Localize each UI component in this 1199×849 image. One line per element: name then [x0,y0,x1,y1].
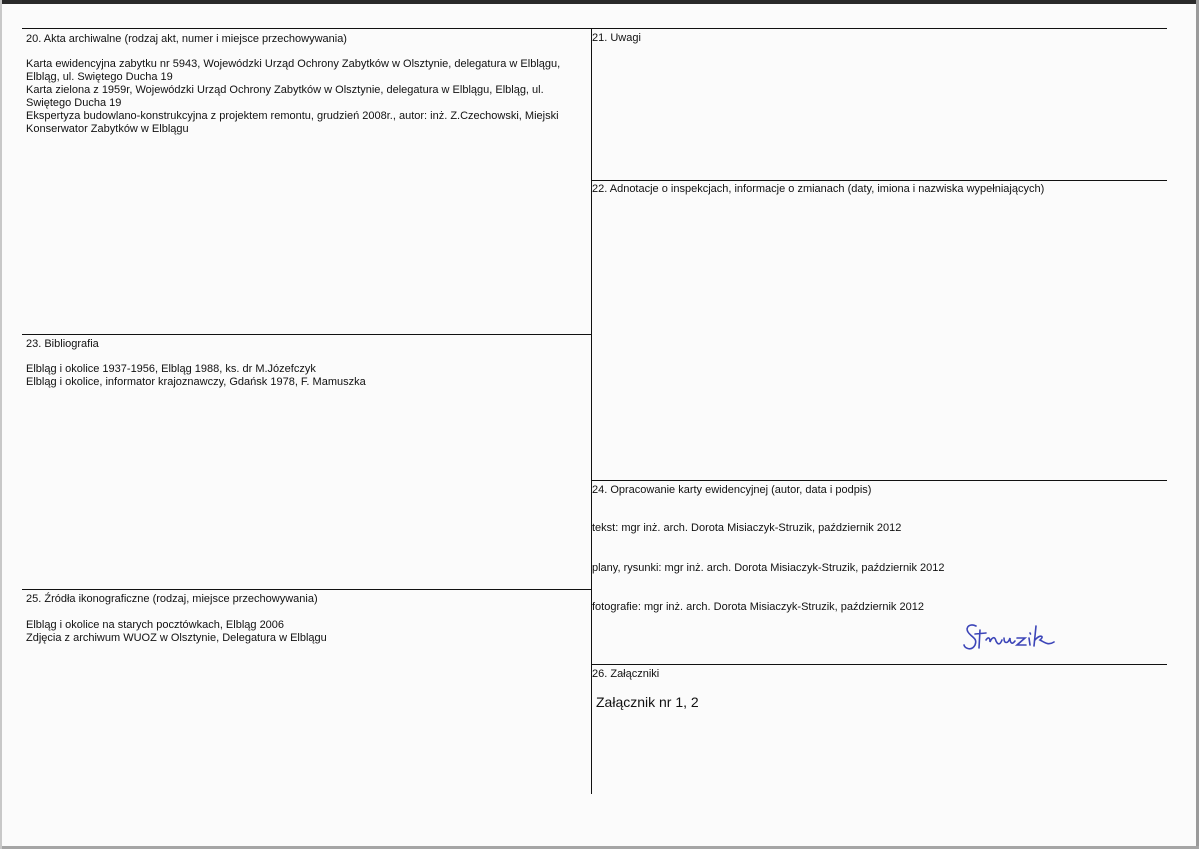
scan-edge-left [0,0,2,849]
section-25-body [26,619,327,645]
photos-author-line: fotografie: mgr inż. arch. Dorota Misiaczyk-Struzik, październik 2012 [592,601,924,613]
archive-line: Konserwator Zabytków w Elblągu [26,123,189,135]
text-author-line: tekst: mgr inż. arch. Dorota Misiaczyk-Struzik, październik 2012 [592,522,902,534]
archive-line: Swiętego Ducha 19 [26,97,122,109]
bibliography-line: Elbląg i okolice, informator krajoznawczy, Gdańsk 1978, F. Mamuszka [26,376,366,388]
section-21-title: 21. Uwagi [592,32,641,44]
divider-24-26 [591,664,1167,665]
bibliography-line: Elbląg i okolice 1937-1956, Elbląg 1988, ks. dr M.Józefczyk [26,363,316,375]
section-20-body [26,58,560,136]
section-26-title: 26. Załączniki [592,668,660,680]
iconography-line: Elbląg i okolice na starych pocztówkach, Elbląg 2006 [26,619,285,631]
section-20-title: 20. Akta archiwalne (rodzaj akt, numer i miejsce przechowywania) [26,33,347,45]
divider-top [22,28,1167,29]
scan-edge-top [0,0,1199,4]
divider-20-23 [22,334,591,335]
divider-23-25 [22,589,591,590]
attachments-value: Załącznik nr 1, 2 [596,694,699,710]
iconography-line: Zdjęcia z archiwum WUOZ w Olsztynie, Delegatura w Elblągu [26,632,327,644]
plans-author-line: plany, rysunki: mgr inż. arch. Dorota Misiaczyk-Struzik, październik 2012 [592,562,945,574]
section-24-title: 24. Opracowanie karty ewidencyjnej (autor, data i podpis) [592,484,872,496]
divider-21-22 [591,180,1167,181]
archive-line: Elbląg, ul. Swiętego Ducha 19 [26,71,173,83]
archive-line: Karta zielona z 1959r, Wojewódzki Urząd Ochrony Zabytków w Olsztynie, delegatura w Elblągu, Elbląg, ul. [26,84,544,96]
section-23-body [26,363,366,389]
handwritten-signature [962,618,1062,658]
section-22-title: 22. Adnotacje o inspekcjach, informacje o zmianach (daty, imiona i nazwiska wypełniających) [592,183,1045,195]
archive-line: Karta ewidencyjna zabytku nr 5943, Wojewódzki Urząd Ochrony Zabytków w Olsztynie, delegatura w Elblągu, [26,58,561,70]
archive-line: Ekspertyza budowlano-konstrukcyjna z projektem remontu, grudzień 2008r., autor: inż. Z.Czechowski, Miejski [26,110,559,122]
section-25-title: 25. Źródła ikonograficzne (rodzaj, miejsce przechowywania) [26,593,318,605]
section-23-title: 23. Bibliografia [26,338,99,350]
divider-22-24 [591,480,1167,481]
